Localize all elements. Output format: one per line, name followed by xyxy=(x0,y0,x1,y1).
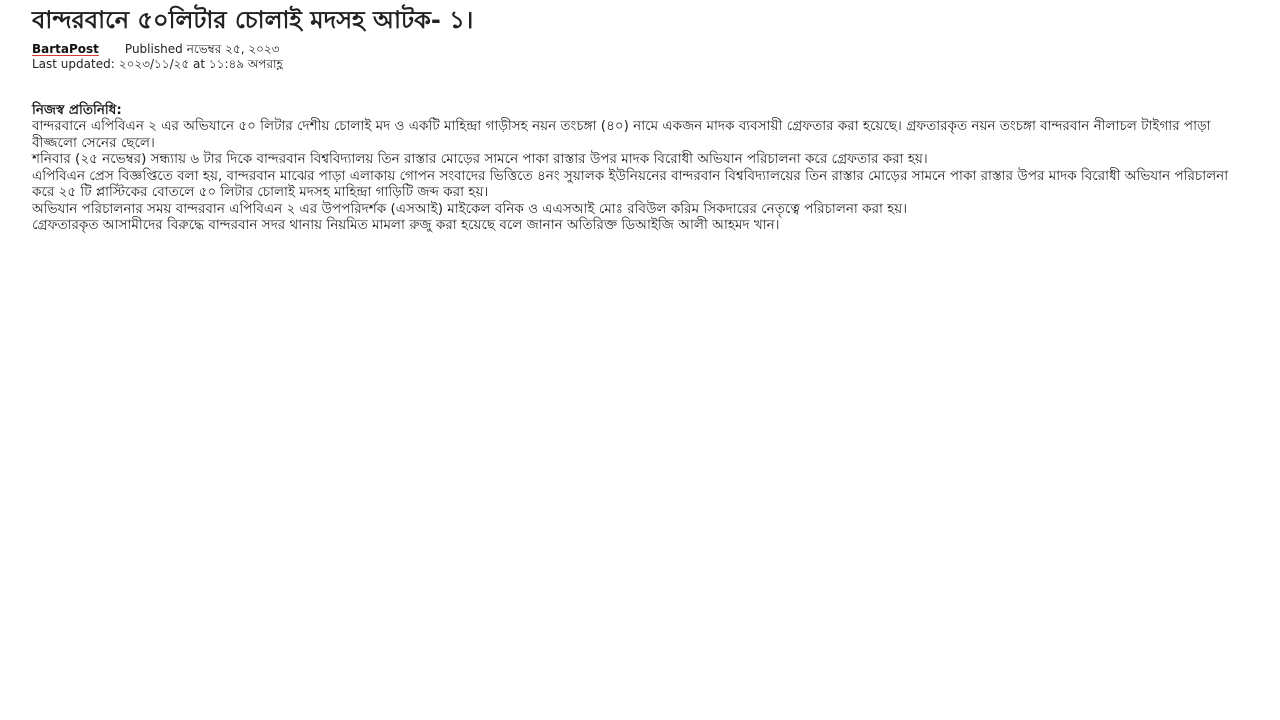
paragraph: গ্রেফতারকৃত আসামীদের বিরুদ্ধে বান্দরবান সদর থানায় নিয়মিত মামলা রুজু করা হয়েছে বলে জানান অতিরিক্ত ডিআইজি আলী আহমদ খান। xyxy=(32,217,780,233)
updated-label: Last updated: xyxy=(32,57,115,71)
published-date: নভেম্বর ২৫, ২০২৩ xyxy=(186,42,280,56)
paragraph: শনিবার (২৫ নভেম্বর) সন্ধ্যায় ৬ টার দিকে বান্দরবান বিশ্ববিদ্যালয় তিন রাস্তার মোড়ের সামনে পাকা রাস্তার উপর মাদক বিরোধী অভিযান পরিচালনা করে গ্রেফতার করা হয়। xyxy=(32,151,928,167)
paragraph: অভিযান পরিচালনার সময় বান্দরবান এপিবিএন ২ এর উপপরিদর্শক (এসআই) মাইকেল বনিক ও এএসআই মোঃ রবিউল করিম সিকদারের নেতৃত্বে পরিচালনা করা হয়। xyxy=(32,200,908,217)
meta-row-updated xyxy=(32,57,1247,72)
paragraph: এপিবিএন প্রেস বিজ্ঞপ্তিতে বলা হয়, বান্দরবান মাঝের পাড়া এলাকায় গোপন সংবাদের ভিত্তিতে ৪নং সুয়ালক ইউনিয়নের বান্দরবান বিশ্ববিদ্যালয়ের তিন রাস্তার মোড়ের সামনে পাকা রাস্তার উপর মাদক বিরোধী অভিযান পরিচালনা করে ২৫ টি প্লাস্টিকের বোতলে ৫০ লিটার চোলাই মদসহ মাহিন্দ্রা গাড়িটি জব্দ করা হয়। xyxy=(32,167,1229,200)
meta-row-published xyxy=(32,42,1247,57)
article-meta xyxy=(32,42,1247,72)
article xyxy=(32,4,1247,234)
updated-value: ২০২৩/১১/২৫ at ১১:৪৯ অপরাহ্ণ xyxy=(118,57,283,71)
byline: নিজস্ব প্রতিনিধি: xyxy=(32,102,122,118)
article-body xyxy=(32,118,1247,234)
paragraph: বান্দরবানে এপিবিএন ২ এর অভিযানে ৫০ লিটার দেশীয় চোলাই মদ ও একটি মাহিন্দ্রা গাড়ীসহ নয়ন তংচঙ্গা (৪০) নামে একজন মাদক ব্যবসায়ী গ্রেফতার করা হয়েছে। গ্রফতারকৃত নয়ন তংচঙ্গা বান্দরবান নীলাচল টাইগার পাড়া বীজ্জলো সেনের ছেলে। xyxy=(32,118,1211,151)
article-title: বান্দরবানে ৫০লিটার চোলাই মদসহ আটক- ১। xyxy=(32,6,474,34)
published-label: Published xyxy=(124,42,183,56)
author-link[interactable]: BartaPost xyxy=(32,42,99,56)
